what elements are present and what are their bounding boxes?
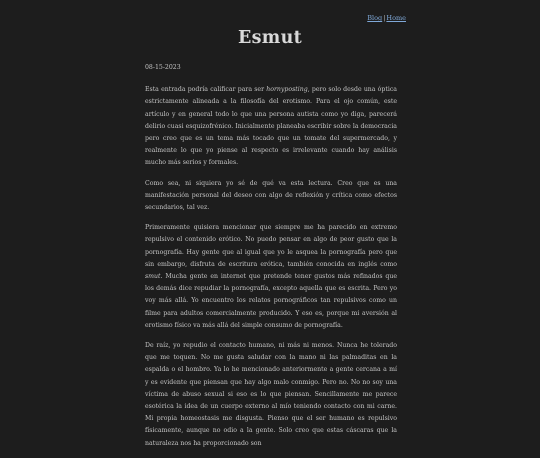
post-date: 08-15-2023: [145, 64, 181, 71]
top-nav: [367, 14, 406, 22]
paragraphs-container: [145, 84, 397, 450]
blog-link[interactable]: Blog: [367, 14, 383, 22]
home-link[interactable]: Home: [386, 14, 406, 22]
paragraph: Esta entrada podría calificar para ser hornyposting, pero solo desde una óptica estrictamente alineada a la filosofía del erotismo. Para el ojo común, este artículo y en general todo lo que una persona autista como yo diga, parecerá delirio cuasi esquizofrénico. Inicialmente planeaba escribir sobre la democracia pero creo que es un tema más tocado que un tomate del supermercado, y realmente lo que yo piense al respecto es irrelevante cuando hay análisis mucho más serios y formales.: [145, 86, 397, 167]
paragraph: Como sea, ni siquiera yo sé de qué va esta lectura. Creo que es una manifestación personal del deseo con algo de reflexión y crítica como efectos secundarios, tal vez.: [145, 179, 397, 212]
article-body: [145, 62, 397, 458]
emphasized-term: hornyposting: [266, 86, 308, 94]
emphasized-term: smut: [145, 273, 161, 281]
paragraph: De raíz, yo repudio el contacto humano, ni más ni menos. Nunca he tolerado que me toquen. No me gusta saludar con la mano ni las palmaditas en la espalda o el hombro. Ya lo he mencionado anteriormente a gente cercana a mí y es evidente que piensan que hay algo malo conmigo. Pero no. No no soy una víctima de abuso sexual si eso es lo que piensan. Sencillamente me parece esotérica la idea de un cuerpo externo al mío teniendo contacto con mi carne. Mi propia homeostasis me disgusta. Pienso que el ser humano es repulsivo físicamente, aunque no odio a la gente. Solo creo que estas cáscaras que la naturaleza nos ha proporcionado son: [145, 342, 397, 447]
nav-separator: |: [383, 14, 386, 22]
page-title: Esmut: [237, 28, 302, 48]
paragraph: Primeramente quisiera mencionar que siempre me ha parecido en extremo repulsivo el contenido erótico. No puedo pensar en algo de peor gusto que la pornografía. Hay gente que al igual que yo le asquea la pornografía pero que sin embargo, disfruta de escritura erótica, también conocida en inglés como smut. Mucha gente en internet que pretende tener gustos más refinados que los demás dice repudiar la pornografía, excepto aquella que es escrita. Pero yo voy más allá. Yo encuentro los relatos pornográficos tan repulsivos como un filme para adultos comercialmente producido. Y eso es, porque mi aversión al erotismo físico va más allá del simple consumo de pornografía.: [145, 224, 397, 329]
